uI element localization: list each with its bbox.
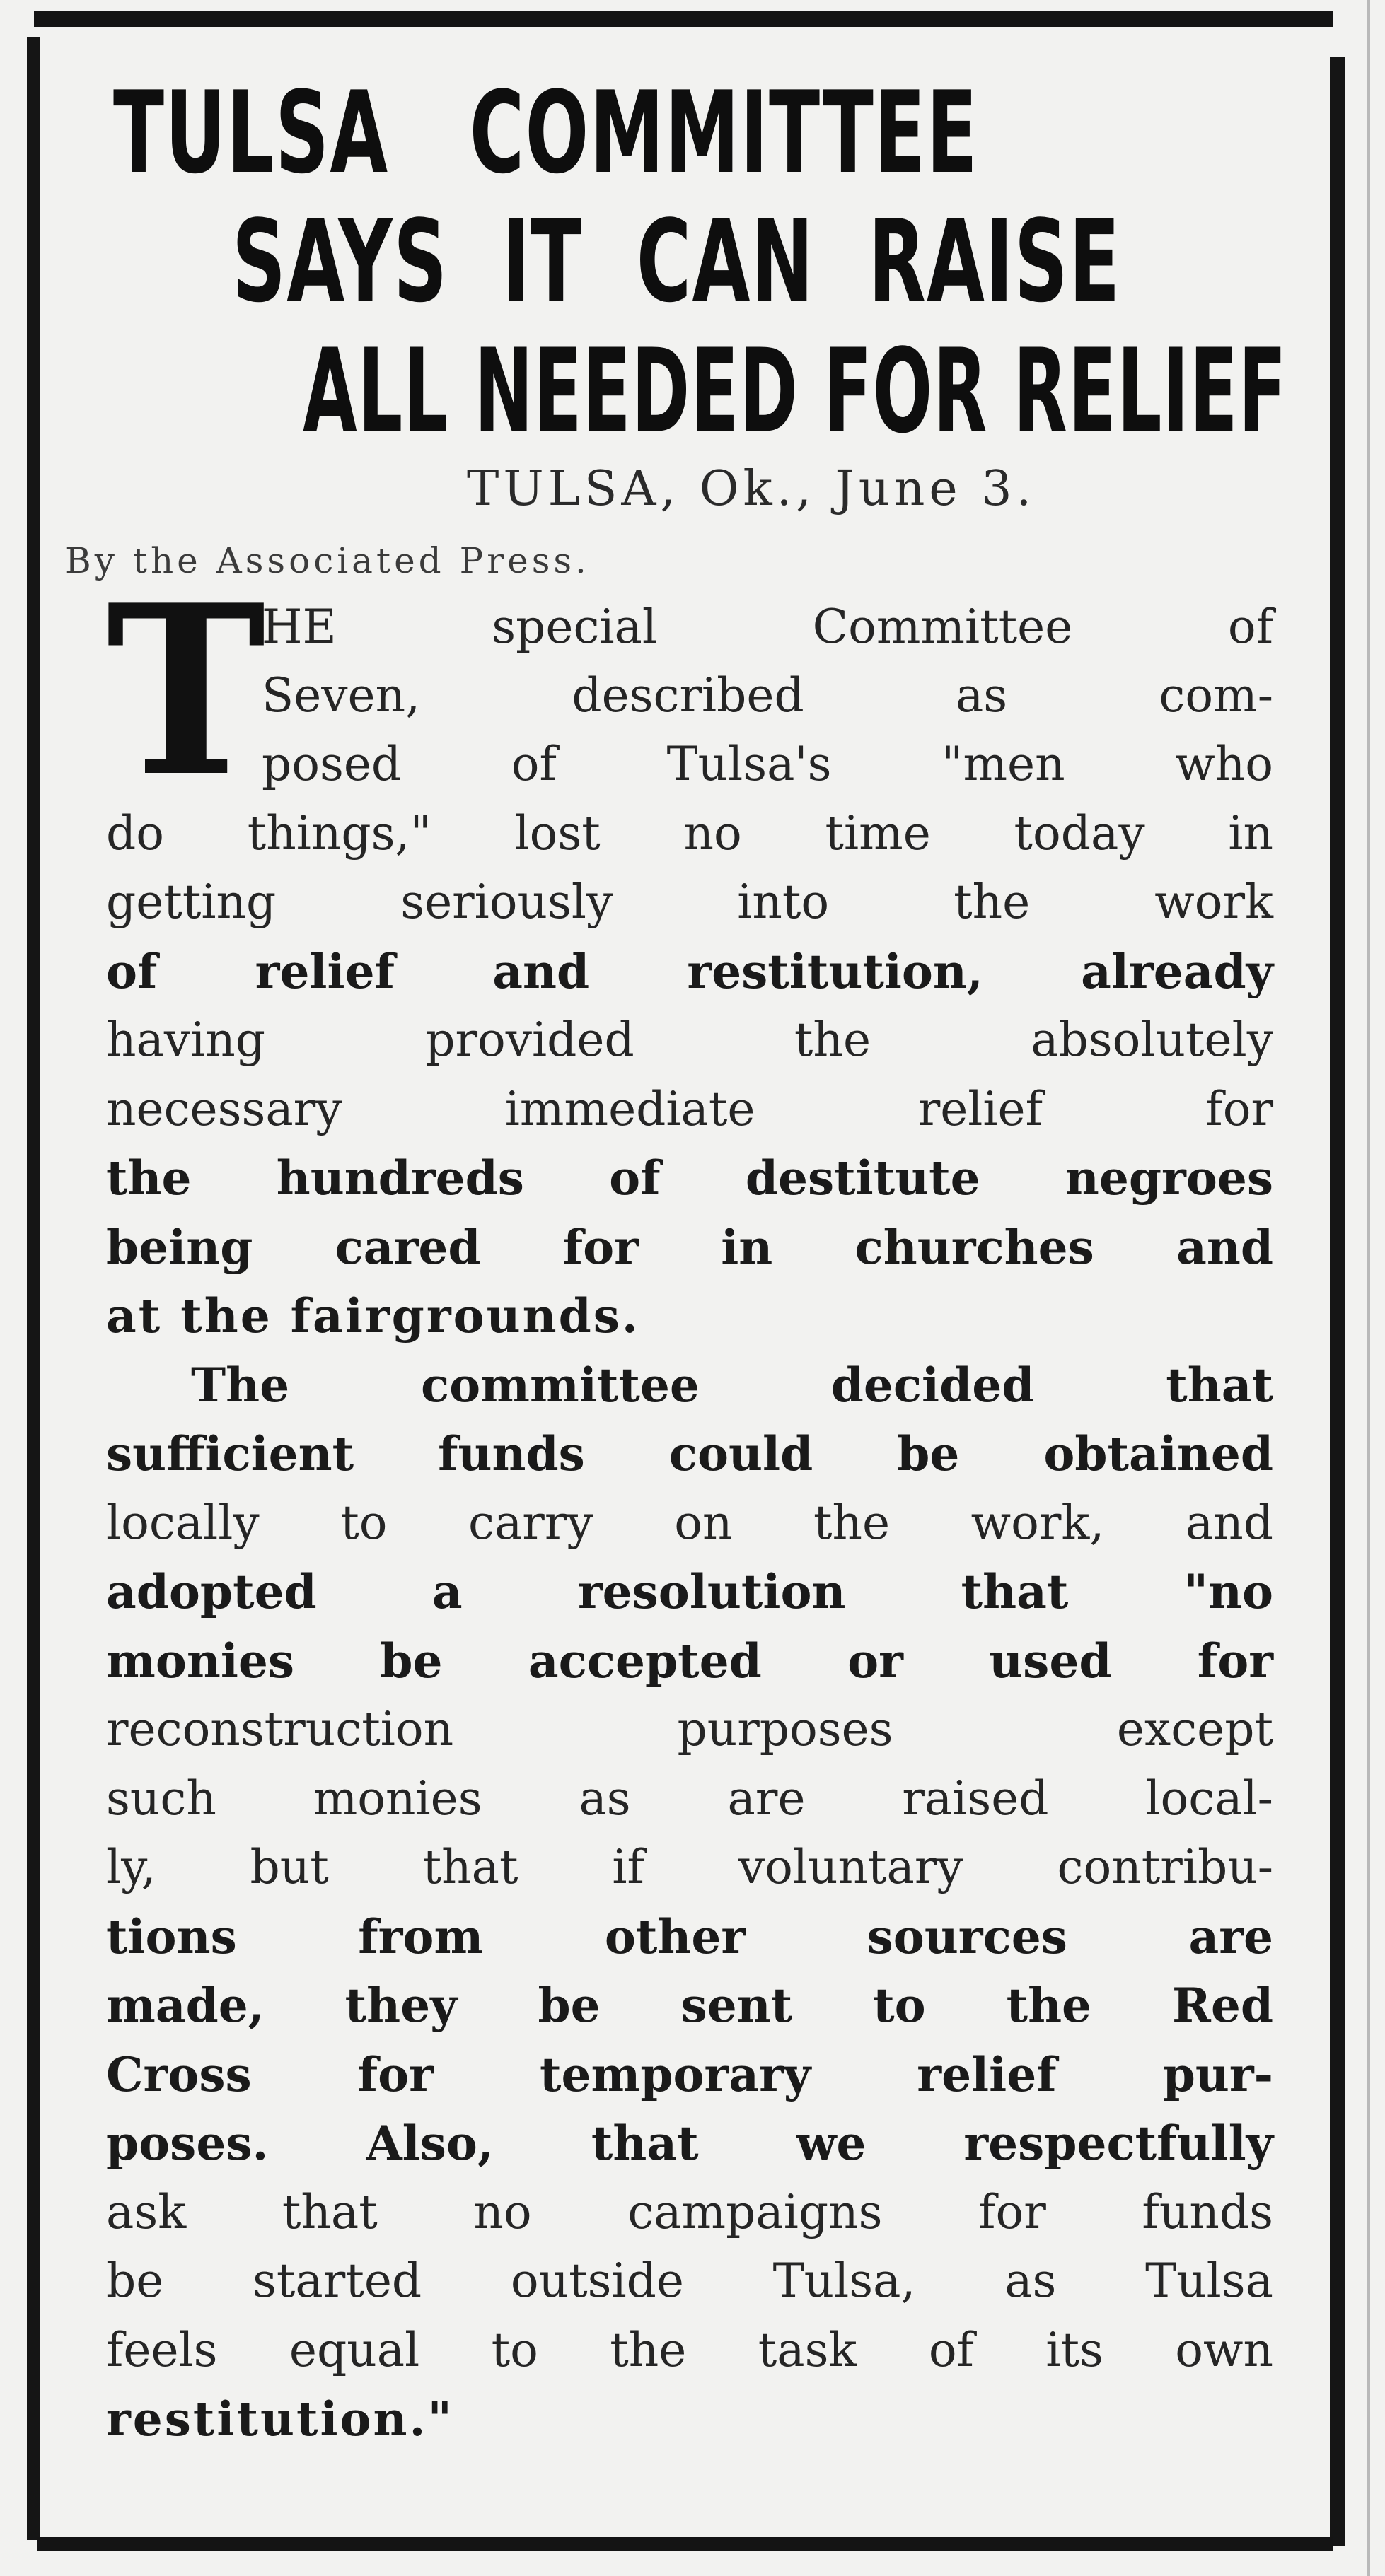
body-line: posed of Tulsa's "men who — [262, 737, 1273, 791]
left-rule — [27, 37, 40, 2540]
body-line: do things," lost no time today in — [106, 806, 1273, 861]
body-line: being cared for in churches and — [106, 1220, 1273, 1275]
body-line: feels equal to the task of its own — [106, 2323, 1273, 2377]
body-line: such monies as are raised local- — [106, 1771, 1273, 1826]
body-line: poses. Also, that we respectfully — [106, 2116, 1273, 2171]
body-line: adopted a resolution that "no — [106, 1564, 1273, 1619]
body-line: sufficient funds could be obtained — [106, 1426, 1273, 1481]
body-line: having provided the absolutely — [106, 1013, 1273, 1067]
headline-line-3: ALL NEEDED FOR RELIEF — [303, 324, 1287, 459]
right-rule — [1330, 57, 1345, 2546]
body-line: tions from other sources are — [106, 1909, 1273, 1964]
body-line: necessary immediate relief for — [106, 1082, 1273, 1136]
body-line: of relief and restitution, already — [106, 944, 1273, 999]
headline-line-1: TULSA COMMITTEE — [113, 66, 979, 199]
headline-line-2: SAYS IT CAN RAISE — [232, 195, 1121, 327]
body-line: Seven, described as com- — [262, 668, 1273, 723]
body-line: HE special Committee of — [262, 600, 1273, 654]
body-line: restitution." — [106, 2391, 454, 2447]
body-line: reconstruction purposes except — [106, 1702, 1273, 1756]
body-line: monies be accepted or used for — [106, 1633, 1273, 1689]
body-line: made, they be sent to the Red — [106, 1978, 1273, 2033]
bottom-rule — [37, 2537, 1333, 2551]
body-line: locally to carry on the work, and — [106, 1496, 1273, 1550]
top-rule — [34, 11, 1333, 27]
body-line: Cross for temporary relief pur- — [106, 2047, 1273, 2102]
page-edge-line — [1367, 0, 1370, 2576]
body-line: be started outside Tulsa, as Tulsa — [106, 2254, 1273, 2308]
body-line: at the fairgrounds. — [106, 1288, 640, 1344]
body-line: ask that no campaigns for funds — [106, 2185, 1273, 2239]
body-line: the hundreds of destitute negroes — [106, 1150, 1273, 1206]
body-line: The committee decided that — [191, 1358, 1273, 1413]
byline: By the Associated Press. — [65, 540, 590, 581]
body-line: ly, but that if voluntary contribu- — [106, 1840, 1273, 1894]
body-line: getting seriously into the work — [106, 875, 1273, 929]
dateline: TULSA, Ok., June 3. — [467, 461, 1036, 517]
drop-cap: T — [106, 554, 266, 828]
